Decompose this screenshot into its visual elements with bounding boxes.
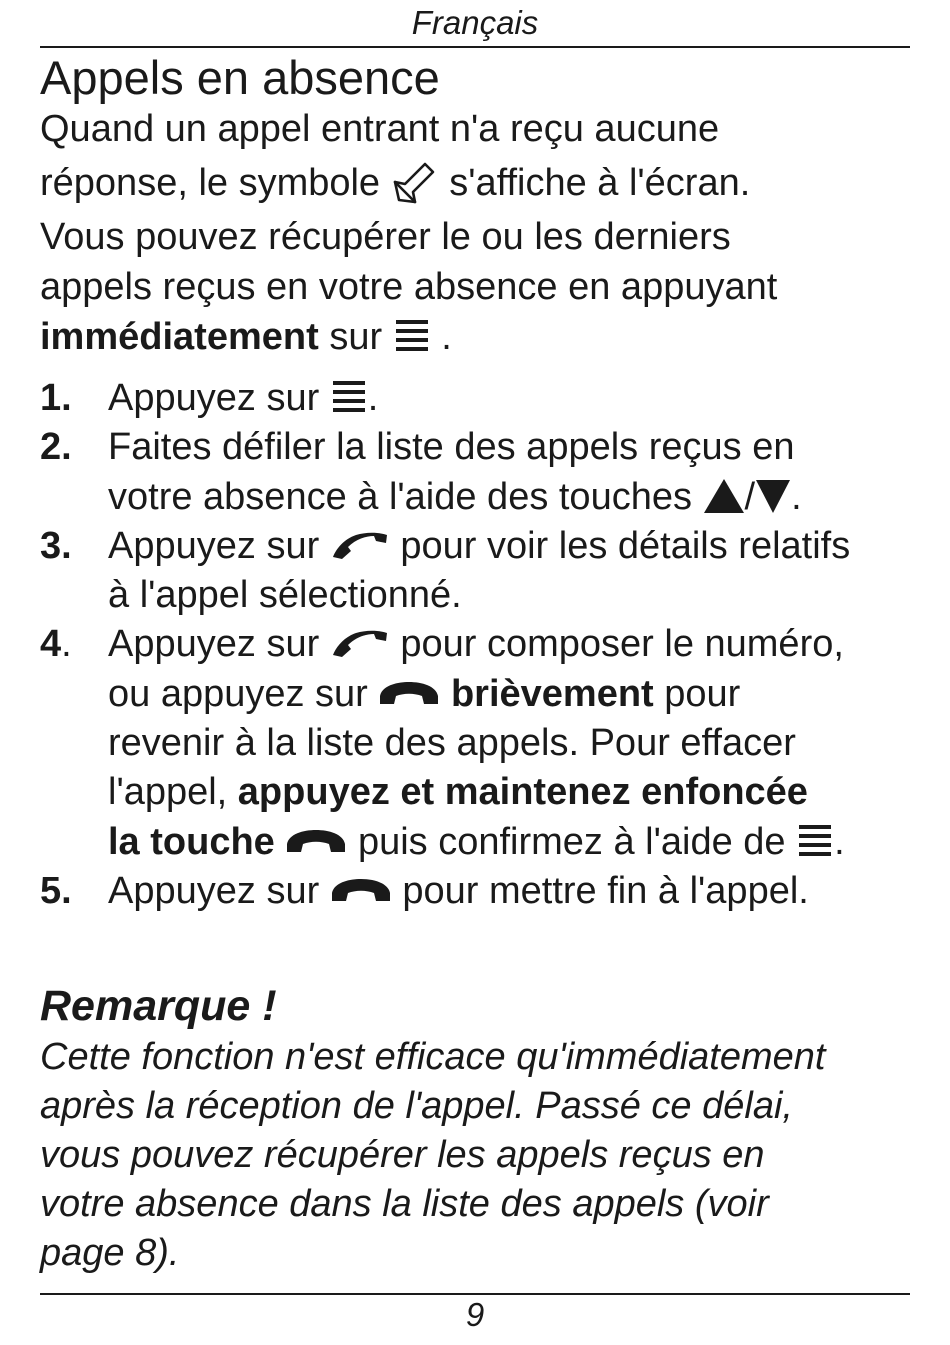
step-4-emphasis-hold: appuyez et maintenez enfoncée	[237, 771, 808, 814]
step-5-text-end: pour mettre fin à l'appel.	[402, 869, 809, 912]
steps-list	[40, 374, 930, 916]
intro-line-1: Quand un appel entrant n'a reçu aucune	[40, 108, 720, 150]
step-1-line	[108, 374, 930, 423]
step-1	[40, 374, 930, 423]
step-4	[40, 620, 930, 866]
menu-icon	[796, 824, 834, 858]
step-number: 1.	[40, 377, 72, 419]
page-title: Appels en absence	[40, 51, 440, 104]
step-number-digit: 4	[40, 623, 62, 666]
note-body	[40, 1033, 920, 1278]
page-number: 9	[465, 1296, 485, 1333]
step-number: 3.	[40, 524, 72, 567]
intro-paragraph	[40, 104, 920, 362]
step-4-line-3: revenir à la liste des appels. Pour effacer	[108, 722, 796, 765]
step-number	[40, 620, 72, 669]
hang-up-icon	[285, 828, 347, 854]
step-number: 5.	[40, 869, 72, 912]
header-divider	[40, 46, 910, 48]
note-line: Cette fonction n'est efficace qu'immédiatement	[40, 1036, 826, 1078]
hang-up-icon	[330, 877, 392, 903]
step-5-text: Appuyez sur	[108, 869, 320, 912]
note-line: page 8).	[40, 1232, 180, 1274]
step-3-line-2: à l'appel sélectionné.	[108, 574, 462, 617]
menu-icon	[393, 319, 431, 353]
step-4-period: .	[834, 820, 845, 863]
step-number: 2.	[40, 426, 72, 469]
step-4-emphasis-key: la touche	[108, 820, 275, 863]
step-4-line-5-text: puis confirmez à l'aide de	[357, 820, 786, 863]
hang-up-icon	[378, 680, 440, 706]
step-4-line-2	[108, 670, 930, 719]
step-5-line	[108, 867, 930, 916]
step-number-dot: .	[61, 623, 72, 666]
down-arrow-icon	[755, 478, 791, 514]
up-arrow-icon	[703, 478, 745, 514]
step-2-period: .	[791, 475, 802, 518]
step-2-line-2	[108, 473, 930, 522]
step-3	[40, 522, 930, 621]
footer-divider	[40, 1293, 910, 1295]
intro-line-2-end: s'affiche à l'écran.	[449, 162, 751, 204]
arrow-separator: /	[744, 475, 756, 518]
note-line: après la réception de l'appel. Passé ce délai,	[40, 1085, 793, 1127]
step-4-line-1	[108, 620, 930, 669]
note-line: votre absence dans la liste des appels (voir	[40, 1183, 769, 1225]
step-4-line-5	[108, 818, 930, 867]
step-4-line-4	[108, 768, 930, 817]
call-icon	[330, 627, 390, 659]
note-line: vous pouvez récupérer les appels reçus en	[40, 1134, 765, 1176]
step-2-text: votre absence à l'aide des touches	[108, 475, 692, 518]
step-4-line-2-text: ou appuyez sur	[108, 672, 368, 715]
step-2-line-1: Faites défiler la liste des appels reçus en	[108, 426, 795, 469]
step-1-text: Appuyez sur	[108, 377, 320, 419]
step-4-line-4-text: l'appel,	[108, 771, 228, 814]
intro-line-3: Vous pouvez récupérer le ou les derniers	[40, 216, 731, 258]
step-4-line-2-end: pour	[664, 672, 741, 715]
intro-line-5-period: .	[441, 316, 452, 358]
call-icon	[330, 529, 390, 561]
intro-line-2	[40, 154, 920, 212]
step-3-text: Appuyez sur	[108, 524, 320, 567]
intro-line-5	[40, 312, 920, 362]
intro-line-5-text: sur	[329, 316, 383, 358]
intro-emphasis: immédiatement	[40, 316, 319, 358]
intro-line-4: appels reçus en votre absence en appuyant	[40, 266, 778, 308]
step-1-period: .	[367, 377, 379, 419]
step-4-text: Appuyez sur	[108, 623, 320, 666]
step-4-emphasis-briefly: brièvement	[450, 672, 654, 715]
menu-icon	[330, 380, 368, 414]
missed-call-icon	[391, 160, 439, 204]
header-language: Français	[411, 4, 539, 41]
note-title: Remarque !	[40, 982, 277, 1030]
step-3-text-end: pour voir les détails relatifs	[400, 524, 851, 567]
step-4-text-end: pour composer le numéro,	[400, 623, 844, 666]
step-3-line-1	[108, 522, 930, 571]
step-5	[40, 867, 930, 916]
step-2	[40, 423, 930, 522]
intro-line-2-start: réponse, le symbole	[40, 162, 381, 204]
